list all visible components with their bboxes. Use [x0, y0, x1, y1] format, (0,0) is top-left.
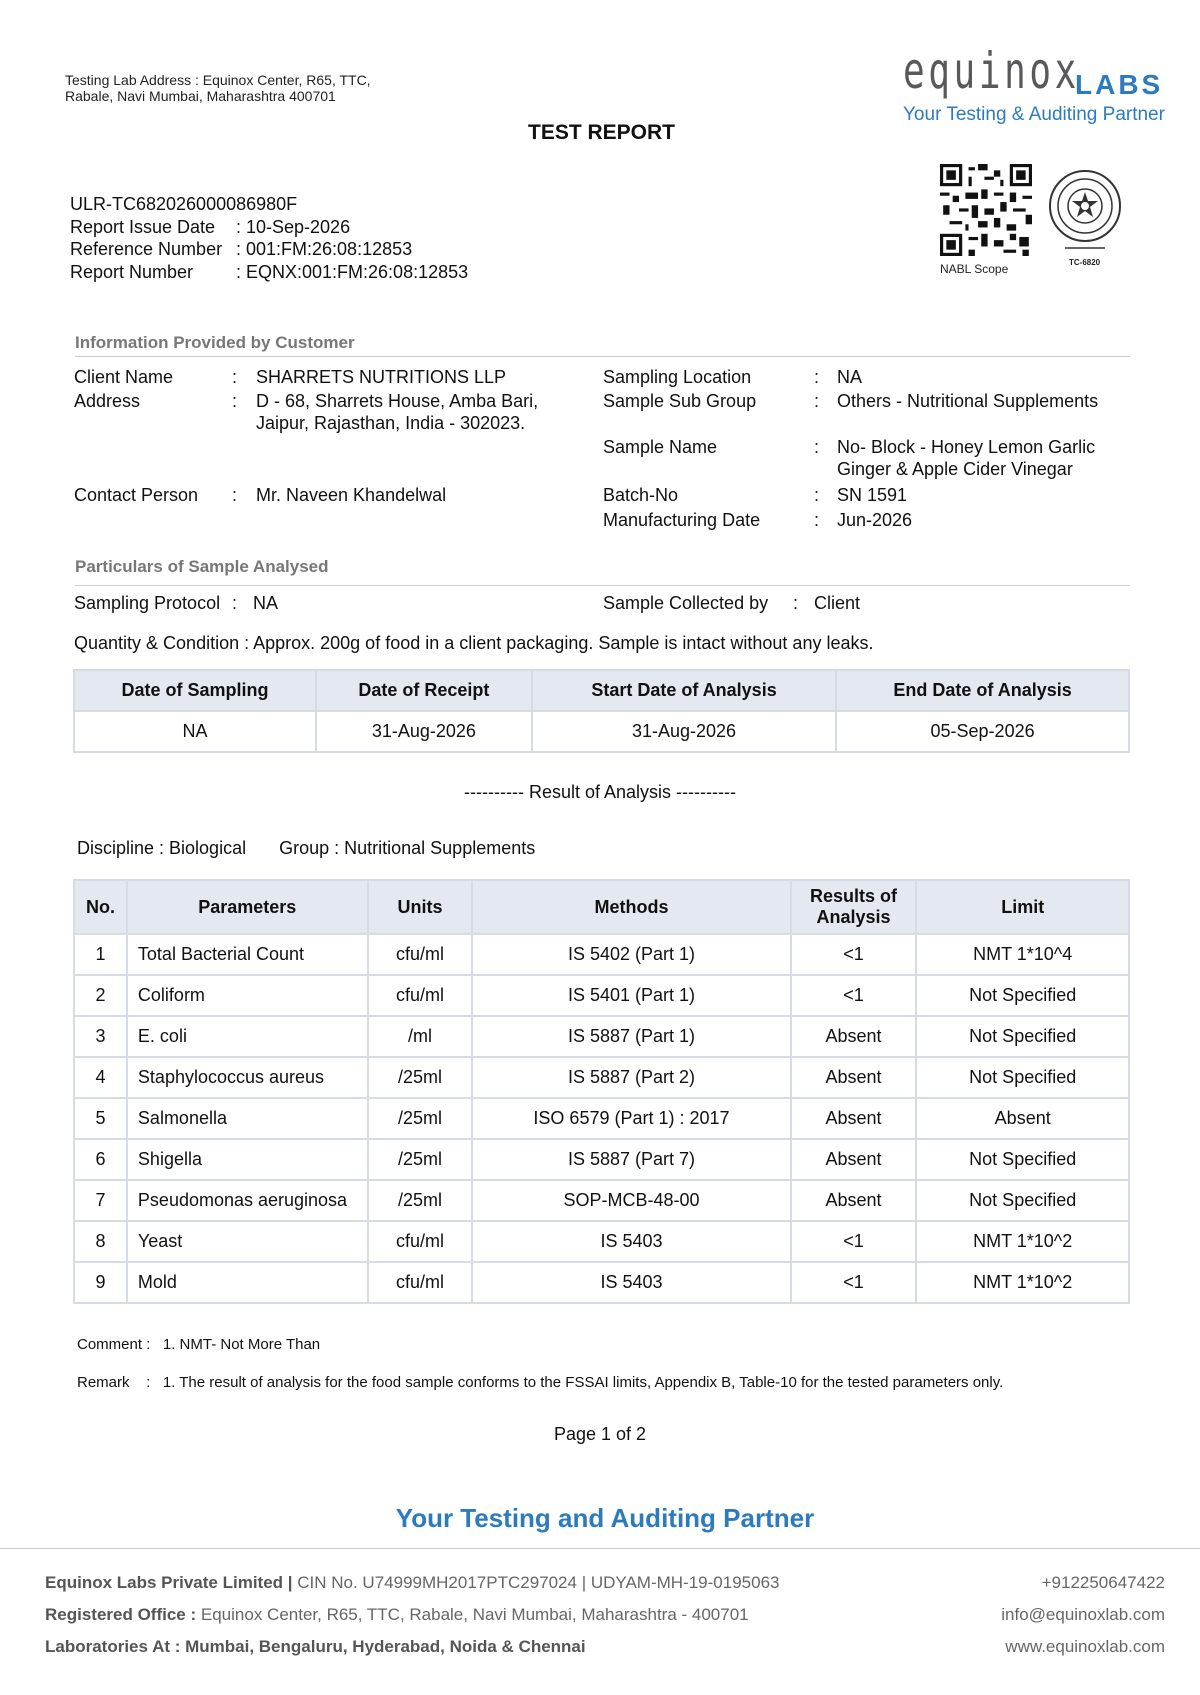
colon: :	[814, 437, 820, 457]
report-number-label: Report Number	[70, 261, 194, 282]
result: <1	[791, 1221, 917, 1262]
table-row	[74, 1016, 1129, 1057]
batch-label: Batch-No	[603, 485, 679, 505]
footer-divider	[0, 1548, 1200, 1549]
result: <1	[791, 1262, 917, 1303]
office-label: Registered Office :	[45, 1605, 197, 1624]
sampling-location-value: NA	[837, 367, 863, 387]
particulars-heading: Particulars of Sample Analysed	[75, 557, 329, 576]
contact-person-value: Mr. Naveen Khandelwal	[256, 485, 447, 505]
report-ids	[70, 193, 468, 283]
header-results-line-1: Results of	[809, 886, 897, 906]
table-row	[74, 1098, 1129, 1139]
date-end: 05-Sep-2026	[836, 711, 1129, 752]
address-line-1: D - 68, Sharrets House, Amba Bari,	[256, 391, 539, 411]
unit: cfu/ml	[368, 1262, 473, 1303]
row-no: 4	[74, 1057, 127, 1098]
date-receipt: 31-Aug-2026	[316, 711, 532, 752]
result-of-analysis-title: ---------- Result of Analysis ----------	[464, 782, 736, 802]
table-row	[74, 1139, 1129, 1180]
dates-header-start: Start Date of Analysis	[532, 670, 836, 711]
client-name-label: Client Name	[74, 367, 174, 387]
limit: Not Specified	[916, 1057, 1129, 1098]
header-units: Units	[368, 880, 473, 934]
qr-code-icon	[940, 164, 1032, 256]
report-title: TEST REPORT	[528, 121, 676, 144]
parameter: E. coli	[127, 1016, 368, 1057]
seal-code: TC-6820	[1069, 258, 1101, 267]
result: Absent	[791, 1057, 917, 1098]
limit: NMT 1*10^2	[916, 1262, 1129, 1303]
mfg-date-label: Manufacturing Date	[603, 510, 761, 530]
unit: /25ml	[368, 1098, 473, 1139]
sampling-location-label: Sampling Location	[603, 367, 752, 387]
parameter: Pseudomonas aeruginosa	[127, 1180, 368, 1221]
limit: NMT 1*10^2	[916, 1221, 1129, 1262]
colon: :	[814, 510, 820, 530]
unit: cfu/ml	[368, 975, 473, 1016]
remark: Remark : 1. The result of analysis for the food sample conforms to the FSSAI limits, Appendix B, Table-10 for the tested parameters only.	[77, 1374, 1004, 1391]
unit: /25ml	[368, 1139, 473, 1180]
collected-by-label: Sample Collected by	[603, 593, 769, 613]
limit: Absent	[916, 1098, 1129, 1139]
parameter: Yeast	[127, 1221, 368, 1262]
group: Group : Nutritional Supplements	[279, 838, 536, 858]
mfg-date-value: Jun-2026	[837, 510, 913, 530]
equinox-logo	[895, 42, 1185, 132]
method: IS 5887 (Part 1)	[472, 1016, 790, 1057]
address-line-2: Jaipur, Rajasthan, India - 302023.	[256, 413, 526, 433]
logo-labs: LABS	[1075, 69, 1164, 100]
footer-website[interactable]: www.equinoxlab.com	[1005, 1637, 1165, 1656]
laboratories: Laboratories At : Mumbai, Bengaluru, Hyderabad, Noida & Chennai	[45, 1637, 586, 1656]
parameter: Coliform	[127, 975, 368, 1016]
row-no: 6	[74, 1139, 127, 1180]
row-no: 1	[74, 934, 127, 975]
limit: Not Specified	[916, 1139, 1129, 1180]
discipline: Discipline : Biological	[77, 838, 247, 858]
row-no: 5	[74, 1098, 127, 1139]
nabl-scope-label: NABL Scope	[940, 262, 1009, 276]
sample-name-line-1: No- Block - Honey Lemon Garlic	[837, 437, 1096, 457]
dates-header-sampling: Date of Sampling	[74, 670, 316, 711]
reference-label: Reference Number	[70, 239, 223, 259]
limit: Not Specified	[916, 975, 1129, 1016]
sample-name-label: Sample Name	[603, 437, 718, 457]
colon: :	[814, 485, 820, 505]
header-results	[791, 880, 917, 934]
accreditation-seal-icon	[1047, 166, 1123, 258]
unit: /25ml	[368, 1057, 473, 1098]
row-no: 9	[74, 1262, 127, 1303]
client-name-value: SHARRETS NUTRITIONS LLP	[256, 367, 507, 387]
header-results-line-2: Analysis	[816, 907, 891, 927]
collected-by-value: Client	[814, 593, 861, 613]
dates-header-receipt: Date of Receipt	[316, 670, 532, 711]
company-cin: CIN No. U74999MH2017PTC297024 | UDYAM-MH-19-0195063	[292, 1573, 780, 1592]
unit: /25ml	[368, 1180, 473, 1221]
table-row	[74, 1057, 1129, 1098]
footer-phone[interactable]: +912250647422	[1041, 1573, 1165, 1592]
logo-wordmark: equinox	[903, 42, 1080, 100]
table-row	[74, 934, 1129, 975]
header-parameters: Parameters	[127, 880, 368, 934]
result: Absent	[791, 1180, 917, 1221]
dates-table	[73, 669, 1130, 753]
colon: :	[232, 367, 238, 387]
discipline-group	[77, 838, 563, 859]
limit: Not Specified	[916, 1180, 1129, 1221]
unit: cfu/ml	[368, 934, 473, 975]
method: IS 5887 (Part 7)	[472, 1139, 790, 1180]
header-no: No.	[74, 880, 127, 934]
sample-sub-group-value: Others - Nutritional Supplements	[837, 391, 1099, 411]
row-no: 7	[74, 1180, 127, 1221]
section-divider	[75, 356, 1130, 357]
company-name: Equinox Labs Private Limited |	[45, 1573, 293, 1592]
results-table	[73, 879, 1130, 1304]
office-address: Equinox Center, R65, TTC, Rabale, Navi Mumbai, Maharashtra - 400701	[196, 1605, 749, 1624]
method: IS 5402 (Part 1)	[472, 934, 790, 975]
unit: /ml	[368, 1016, 473, 1057]
address-label: Address	[74, 391, 141, 411]
result: <1	[791, 934, 917, 975]
table-row	[74, 975, 1129, 1016]
limit: Not Specified	[916, 1016, 1129, 1057]
result: <1	[791, 975, 917, 1016]
limit: NMT 1*10^4	[916, 934, 1129, 975]
parameter: Staphylococcus aureus	[127, 1057, 368, 1098]
method: IS 5401 (Part 1)	[472, 975, 790, 1016]
row-no: 8	[74, 1221, 127, 1262]
dates-header-end: End Date of Analysis	[836, 670, 1129, 711]
result: Absent	[791, 1139, 917, 1180]
colon: :	[793, 593, 799, 613]
method: ISO 6579 (Part 1) : 2017	[472, 1098, 790, 1139]
method: IS 5403	[472, 1221, 790, 1262]
table-row	[74, 1180, 1129, 1221]
method: SOP-MCB-48-00	[472, 1180, 790, 1221]
header-methods: Methods	[472, 880, 790, 934]
parameter: Total Bacterial Count	[127, 934, 368, 975]
row-no: 2	[74, 975, 127, 1016]
comment: Comment : 1. NMT- Not More Than	[77, 1336, 321, 1353]
colon: :	[232, 485, 238, 505]
table-row	[74, 1262, 1129, 1303]
method: IS 5403	[472, 1262, 790, 1303]
customer-info-heading: Information Provided by Customer	[75, 333, 355, 352]
contact-person-label: Contact Person	[74, 485, 199, 505]
colon: :	[814, 391, 820, 411]
date-start: 31-Aug-2026	[532, 711, 836, 752]
parameter: Salmonella	[127, 1098, 368, 1139]
result: Absent	[791, 1016, 917, 1057]
logo-tagline: Your Testing & Auditing Partner	[903, 104, 1165, 125]
row-no: 3	[74, 1016, 127, 1057]
sampling-protocol-value: NA	[253, 593, 279, 613]
colon: :	[232, 391, 238, 411]
reference-value: : 001:FM:26:08:12853	[236, 239, 413, 259]
page-number: Page 1 of 2	[553, 1424, 647, 1444]
parameter: Mold	[127, 1262, 368, 1303]
batch-value: SN 1591	[837, 485, 908, 505]
issue-date-value: : 10-Sep-2026	[236, 216, 351, 237]
unit: cfu/ml	[368, 1221, 473, 1262]
lab-address: Testing Lab Address : Equinox Center, R65, TTC, Rabale, Navi Mumbai, Maharashtra 400701	[65, 72, 371, 104]
date-sampling: NA	[74, 711, 316, 752]
footer-company-info	[45, 1567, 779, 1663]
header-limit: Limit	[916, 880, 1129, 934]
report-number-value: : EQNX:001:FM:26:08:12853	[236, 261, 469, 282]
result: Absent	[791, 1098, 917, 1139]
section-divider	[75, 585, 1130, 586]
footer-tagline: Your Testing and Auditing Partner	[395, 1503, 815, 1533]
ulr-number: ULR-TC682026000086980F	[70, 194, 298, 214]
issue-date-label: Report Issue Date	[70, 216, 216, 237]
colon: :	[814, 367, 820, 387]
method: IS 5887 (Part 2)	[472, 1057, 790, 1098]
sample-sub-group-label: Sample Sub Group	[603, 391, 757, 411]
parameter: Shigella	[127, 1139, 368, 1180]
footer-contact	[1001, 1567, 1165, 1663]
table-row	[74, 1221, 1129, 1262]
footer-email[interactable]: info@equinoxlab.com	[1001, 1605, 1165, 1624]
quantity-condition: Quantity & Condition : Approx. 200g of food in a client packaging. Sample is intact without any leaks.	[74, 633, 874, 653]
colon: :	[232, 593, 238, 613]
sample-name-line-2: Ginger & Apple Cider Vinegar	[837, 459, 1073, 479]
sampling-protocol-label: Sampling Protocol	[74, 593, 221, 613]
